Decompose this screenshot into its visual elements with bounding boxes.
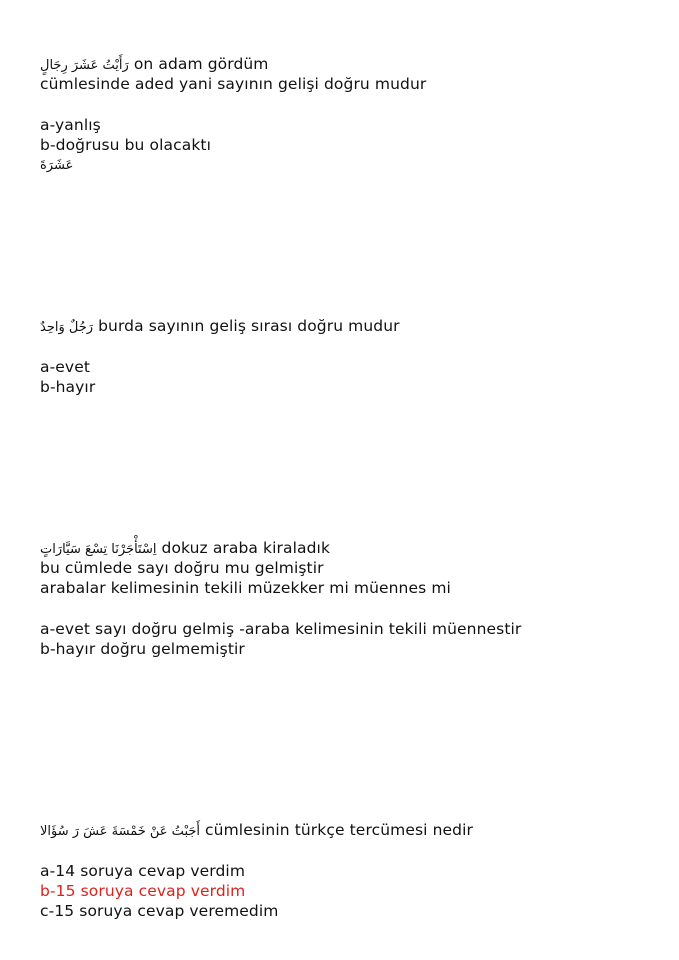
q3-line3: arabalar kelimesinin tekili müzekker mi müennes mi <box>40 579 451 597</box>
q4-option-b-highlighted: b-15 soruya cevap verdim <box>40 882 246 900</box>
q1-answer-arabic <box>40 154 73 176</box>
q1-line1-text: on adam gördüm <box>133 55 269 73</box>
q4-arabic-sentence: أَجَبْتُ عَنْ خَمْسَةَ عَشَ رَ سُؤَالا <box>40 824 201 839</box>
q3-line1 <box>40 538 330 560</box>
q3-line2: bu cümlede sayı doğru mu gelmiştir <box>40 559 324 577</box>
q1-arabic-sentence: رَأَيْتُ عَشَرَ رِجَالٍ <box>40 58 129 73</box>
q3-option-b: b-hayır doğru gelmemiştir <box>40 640 245 658</box>
q4-option-a: a-14 soruya cevap verdim <box>40 862 246 880</box>
q4-line1-text: cümlesinin türkçe tercümesi nedir <box>205 821 473 839</box>
q2-arabic-sentence: رَجُلٌ وَاحِدٌ <box>40 320 94 335</box>
q1-option-b: b-doğrusu bu olacaktı <box>40 136 211 154</box>
q2-option-b: b-hayır <box>40 378 96 396</box>
q4-option-c: c-15 soruya cevap veremedim <box>40 902 279 920</box>
q1-line1 <box>40 54 269 76</box>
q3-line1-text: dokuz araba kiraladık <box>161 539 331 557</box>
q1-option-a: a-yanlış <box>40 116 101 134</box>
q1-line2: cümlesinde aded yani sayının gelişi doğru mudur <box>40 75 427 93</box>
q3-arabic-sentence: اِسْتَأْجَرْنَا تِسْعَ سَيَّارَاتٍ <box>40 542 157 557</box>
q1-answer-arabic-text: عَشَرَةَ <box>40 158 74 173</box>
q4-line1 <box>40 820 473 842</box>
q2-line1 <box>40 316 400 338</box>
q2-line1-text: burda sayının geliş sırası doğru mudur <box>98 317 400 335</box>
q2-option-a: a-evet <box>40 358 91 376</box>
q3-option-a: a-evet sayı doğru gelmiş -araba kelimesinin tekili müennestir <box>40 620 522 638</box>
